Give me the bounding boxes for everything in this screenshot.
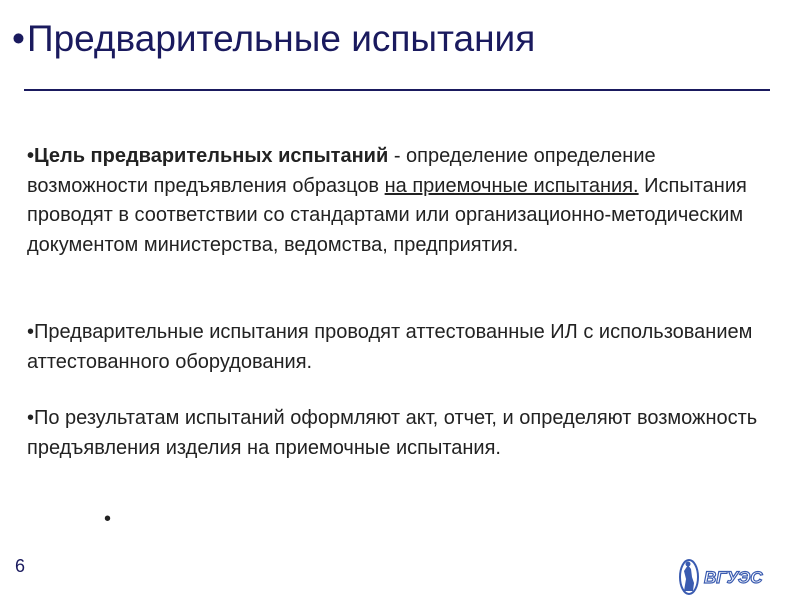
paragraph-goal <box>27 142 772 260</box>
university-logo <box>676 557 776 597</box>
paragraph-goal-text-1: - определение определение возможности предъявления образцов <box>27 145 656 197</box>
paragraph-results: •По результатам испытаний оформляют акт, отчет, и определяют возможность предъявления изделия на приемочные испытания. <box>27 407 758 459</box>
paragraph-goal-bold: Цель предварительных испытаний <box>34 145 389 167</box>
slide-title <box>12 18 782 60</box>
paragraph-goal-text-2: Испытания проводят в соответствии со стандартами или организационно-методическим документом министерства, ведомства, предприятия. <box>27 174 747 256</box>
empty-bullet: • <box>104 508 112 530</box>
slide-title-text: Предварительные испытания <box>26 18 536 59</box>
logo-text: ВГУЭС <box>704 568 763 587</box>
paragraph-goal-underlined: на приемочные испытания. <box>384 174 639 197</box>
paragraph-goal-bullet: • <box>27 145 35 167</box>
page-number: 6 <box>15 556 26 576</box>
logo-emblem-icon <box>676 557 776 597</box>
title-divider <box>24 89 770 91</box>
paragraph-labs: •Предварительные испытания проводят аттестованные ИЛ с использованием аттестованного оборудования. <box>27 321 753 373</box>
title-bullet: • <box>12 18 25 59</box>
